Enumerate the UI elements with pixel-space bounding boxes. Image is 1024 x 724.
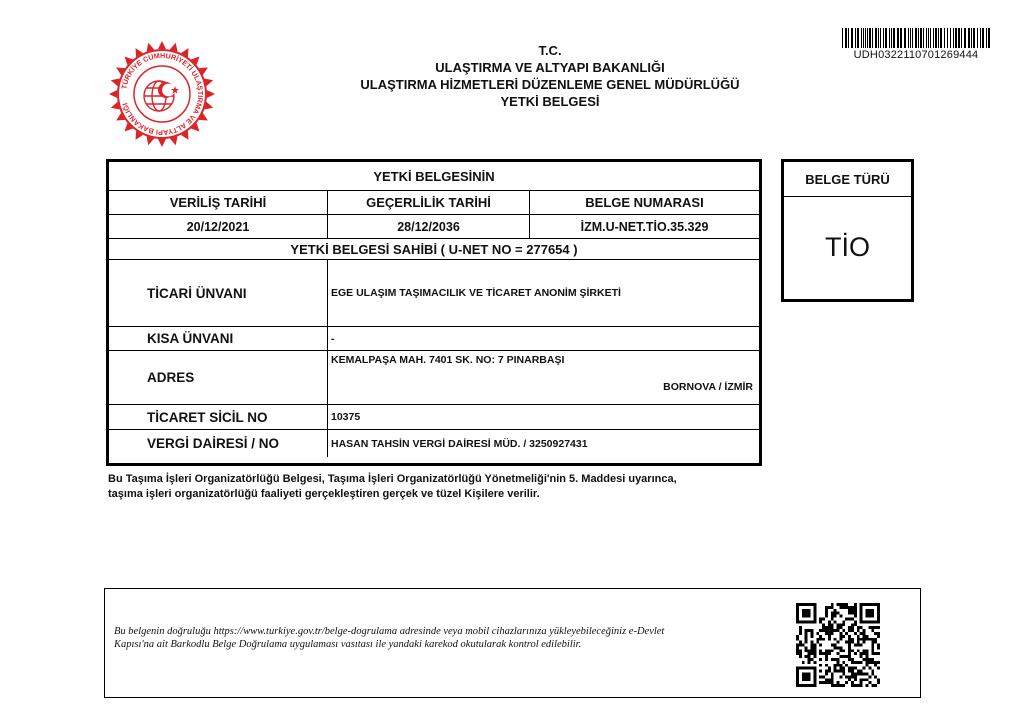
tax-office-value: HASAN TAHSİN VERGİ DAİRESİ MÜD. / 3250927431 bbox=[331, 437, 588, 450]
header-tc: T.C. bbox=[538, 43, 562, 58]
holder-title-row bbox=[109, 239, 759, 260]
address-line1: KEMALPAŞA MAH. 7401 SK. NO: 7 PINARBAŞI bbox=[331, 354, 565, 366]
barcode-number: UDH0322110701269444 bbox=[853, 49, 979, 61]
seal-ring-text: TÜRKİYE CUMHURİYETİ ULAŞTIRMA VE ALTYAPI BAKANLIĞI bbox=[119, 50, 206, 138]
issue-date-value: 20/12/2021 bbox=[186, 219, 250, 234]
barcode-image bbox=[842, 28, 990, 48]
legal-note bbox=[108, 472, 768, 502]
legal-note-line1: Bu Taşıma İşleri Organizatörlüğü Belgesi, Taşıma İşleri Organizatörlüğü Yönetmeliği'nin 5. Maddesi uyarınca, bbox=[108, 473, 677, 485]
header-directorate: ULAŞTIRMA HİZMETLERİ DÜZENLEME GENEL MÜDÜRLÜĞÜ bbox=[360, 77, 740, 92]
section-title: YETKİ BELGESİNİN bbox=[373, 168, 495, 184]
tax-office-label: VERGİ DAİRESİ / NO bbox=[147, 436, 280, 451]
verification-line1: Bu belgenin doğruluğu https://www.turkiye.gov.tr/belge-dogrulama adresinde veya mobil cihazlarınıza yükleyebileceğiniz e-Devlet bbox=[114, 626, 665, 637]
document-type-box bbox=[781, 159, 914, 302]
address-row bbox=[109, 351, 759, 405]
trade-name-label: TİCARİ ÜNVANI bbox=[147, 285, 247, 301]
verification-box bbox=[104, 588, 921, 698]
trade-name-row bbox=[109, 260, 759, 327]
verification-line2: Kapısı'na ait Barkodlu Belge Doğrulama uygulaması vasıtası ile yandaki karekod okutularak kontrol edilebilir. bbox=[114, 639, 582, 650]
verification-text bbox=[114, 625, 774, 651]
trade-name-value: EGE ULAŞIM TAŞIMACILIK VE TİCARET ANONİM ŞİRKETİ bbox=[331, 287, 621, 299]
short-name-label: KISA ÜNVANI bbox=[147, 331, 234, 346]
barcode-block bbox=[842, 28, 990, 61]
document-type-value: TİO bbox=[825, 231, 870, 262]
column-header-row bbox=[109, 191, 759, 215]
address-city: BORNOVA / İZMİR bbox=[663, 381, 753, 393]
column-value-row bbox=[109, 215, 759, 239]
document-number-value: İZM.U-NET.TİO.35.329 bbox=[580, 219, 709, 234]
qr-code-image[interactable] bbox=[796, 603, 880, 687]
document-header bbox=[300, 42, 800, 110]
trade-registry-row bbox=[109, 405, 759, 430]
header-ministry: ULAŞTIRMA VE ALTYAPI BAKANLIĞI bbox=[435, 60, 665, 75]
trade-registry-value: 10375 bbox=[331, 411, 361, 423]
validity-date-value: 28/12/2036 bbox=[397, 219, 460, 234]
section-title-row bbox=[109, 162, 759, 191]
trade-registry-label: TİCARET SİCİL NO bbox=[147, 409, 268, 425]
legal-note-line2: taşıma işleri organizatörlüğü faaliyeti gerçekleştiren gerçek ve tüzel Kişilere verilir. bbox=[108, 488, 540, 500]
short-name-value: - bbox=[331, 332, 335, 345]
holder-title: YETKİ BELGESİ SAHİBİ ( U-NET NO = 277654 ) bbox=[290, 241, 578, 257]
address-label: ADRES bbox=[147, 370, 195, 385]
short-name-row bbox=[109, 327, 759, 351]
certificate-table bbox=[106, 159, 762, 466]
header-doc-title: YETKİ BELGESİ bbox=[500, 94, 600, 109]
column-header-issue-date: VERİLİŞ TARİHİ bbox=[169, 195, 267, 210]
column-header-validity-date: GEÇERLİLİK TARİHİ bbox=[366, 195, 491, 210]
tax-office-row bbox=[109, 430, 759, 457]
document-type-title: BELGE TÜRÜ bbox=[784, 162, 911, 197]
column-header-document-number: BELGE NUMARASI bbox=[585, 195, 704, 210]
ministry-seal-logo bbox=[106, 38, 218, 150]
